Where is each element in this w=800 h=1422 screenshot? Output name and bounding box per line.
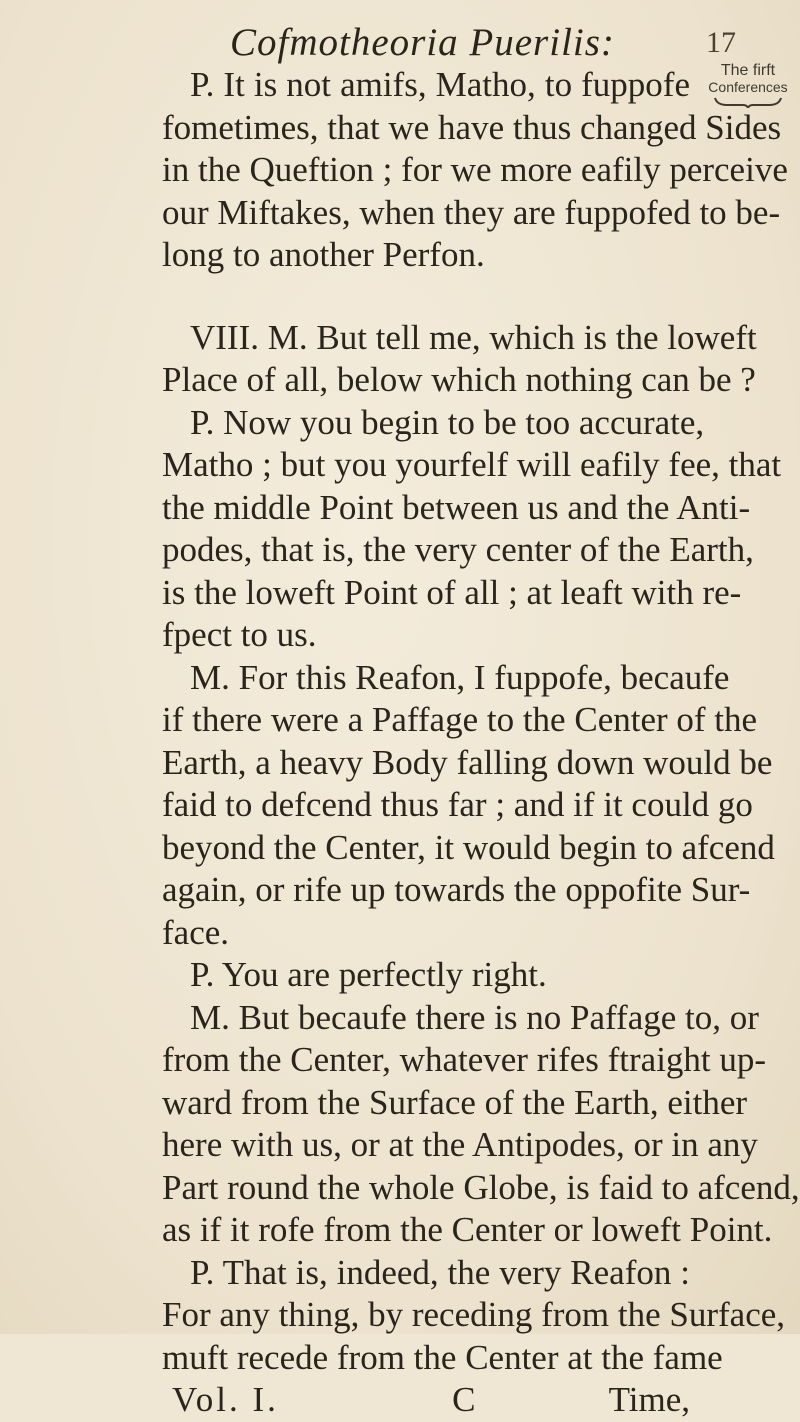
text-line: P. Now you begin to be too accurate,: [190, 402, 705, 442]
text-line: muft recede from the Center at the fame: [162, 1337, 723, 1377]
text-line: podes, that is, the very center of the Earth,: [162, 530, 754, 569]
text-line: ward from the Surface of the Earth, either: [162, 1082, 748, 1122]
running-title: Cofmotheoria Puerilis:: [230, 21, 615, 64]
text-line: face.: [162, 912, 230, 952]
catchline: [162, 1379, 690, 1422]
text-line: P. You are perfectly right.: [190, 955, 547, 994]
page-number: 17: [706, 26, 736, 59]
margin-note: [700, 63, 796, 108]
text-line: the middle Point between us and the Anti-: [162, 487, 751, 527]
text-line: Place of all, below which nothing can be ?: [162, 360, 756, 399]
text-line: Part round the whole Globe, is faid to afcend,: [162, 1167, 800, 1207]
text-line: long to another Perfon.: [162, 235, 485, 274]
text-line: fometimes, that we have thus changed Sides: [162, 107, 782, 147]
text-line: is the loweft Point of all ; at leaft with re-: [162, 572, 742, 612]
text-line: Matho ; but you yourfelf will eafily fee, that: [162, 445, 782, 484]
text-line: beyond the Center, it would begin to afcend: [162, 827, 775, 867]
margin-brace-icon: [713, 96, 783, 108]
text-line: fpect to us.: [162, 615, 317, 654]
gathering-letter: C: [452, 1380, 476, 1419]
section-gap: [162, 277, 690, 317]
text-line: as if it rofe from the Center or loweft Point.: [162, 1210, 773, 1249]
text-line: M. For this Reafon, I fuppofe, becaufe: [190, 657, 730, 697]
margin-note-line2: Conferences: [708, 78, 788, 95]
text-line: from the Center, whatever rifes ftraight up-: [162, 1040, 767, 1079]
text-line: if there were a Paffage to the Center of the: [162, 700, 758, 739]
text-line: For any thing, by receding from the Surface,: [162, 1295, 786, 1334]
text-line: here with us, or at the Antipodes, or in any: [162, 1125, 758, 1164]
text-line: P. That is, indeed, the very Reafon :: [190, 1252, 690, 1292]
text-line: M. But becaufe there is no Paffage to, or: [190, 997, 759, 1037]
text-line: again, or rife up towards the oppofite Sur-: [162, 870, 751, 909]
signature-mark: Vol. I.: [172, 1380, 279, 1419]
text-line: Earth, a heavy Body falling down would be: [162, 742, 773, 782]
text-line: our Miftakes, when they are fuppofed to be-: [162, 192, 781, 232]
catchword: Time,: [608, 1380, 690, 1419]
text-line: P. It is not amifs, Matho, to fuppofe: [190, 65, 690, 104]
page-header: [0, 20, 800, 70]
text-line: in the Queftion ; for we more eafily perceive: [162, 150, 788, 189]
text-line: faid to defcend thus far ; and if it could go: [162, 785, 753, 824]
text-line: VIII. M. But tell me, which is the loweft: [190, 317, 757, 357]
margin-note-line1: The firft: [720, 62, 776, 79]
